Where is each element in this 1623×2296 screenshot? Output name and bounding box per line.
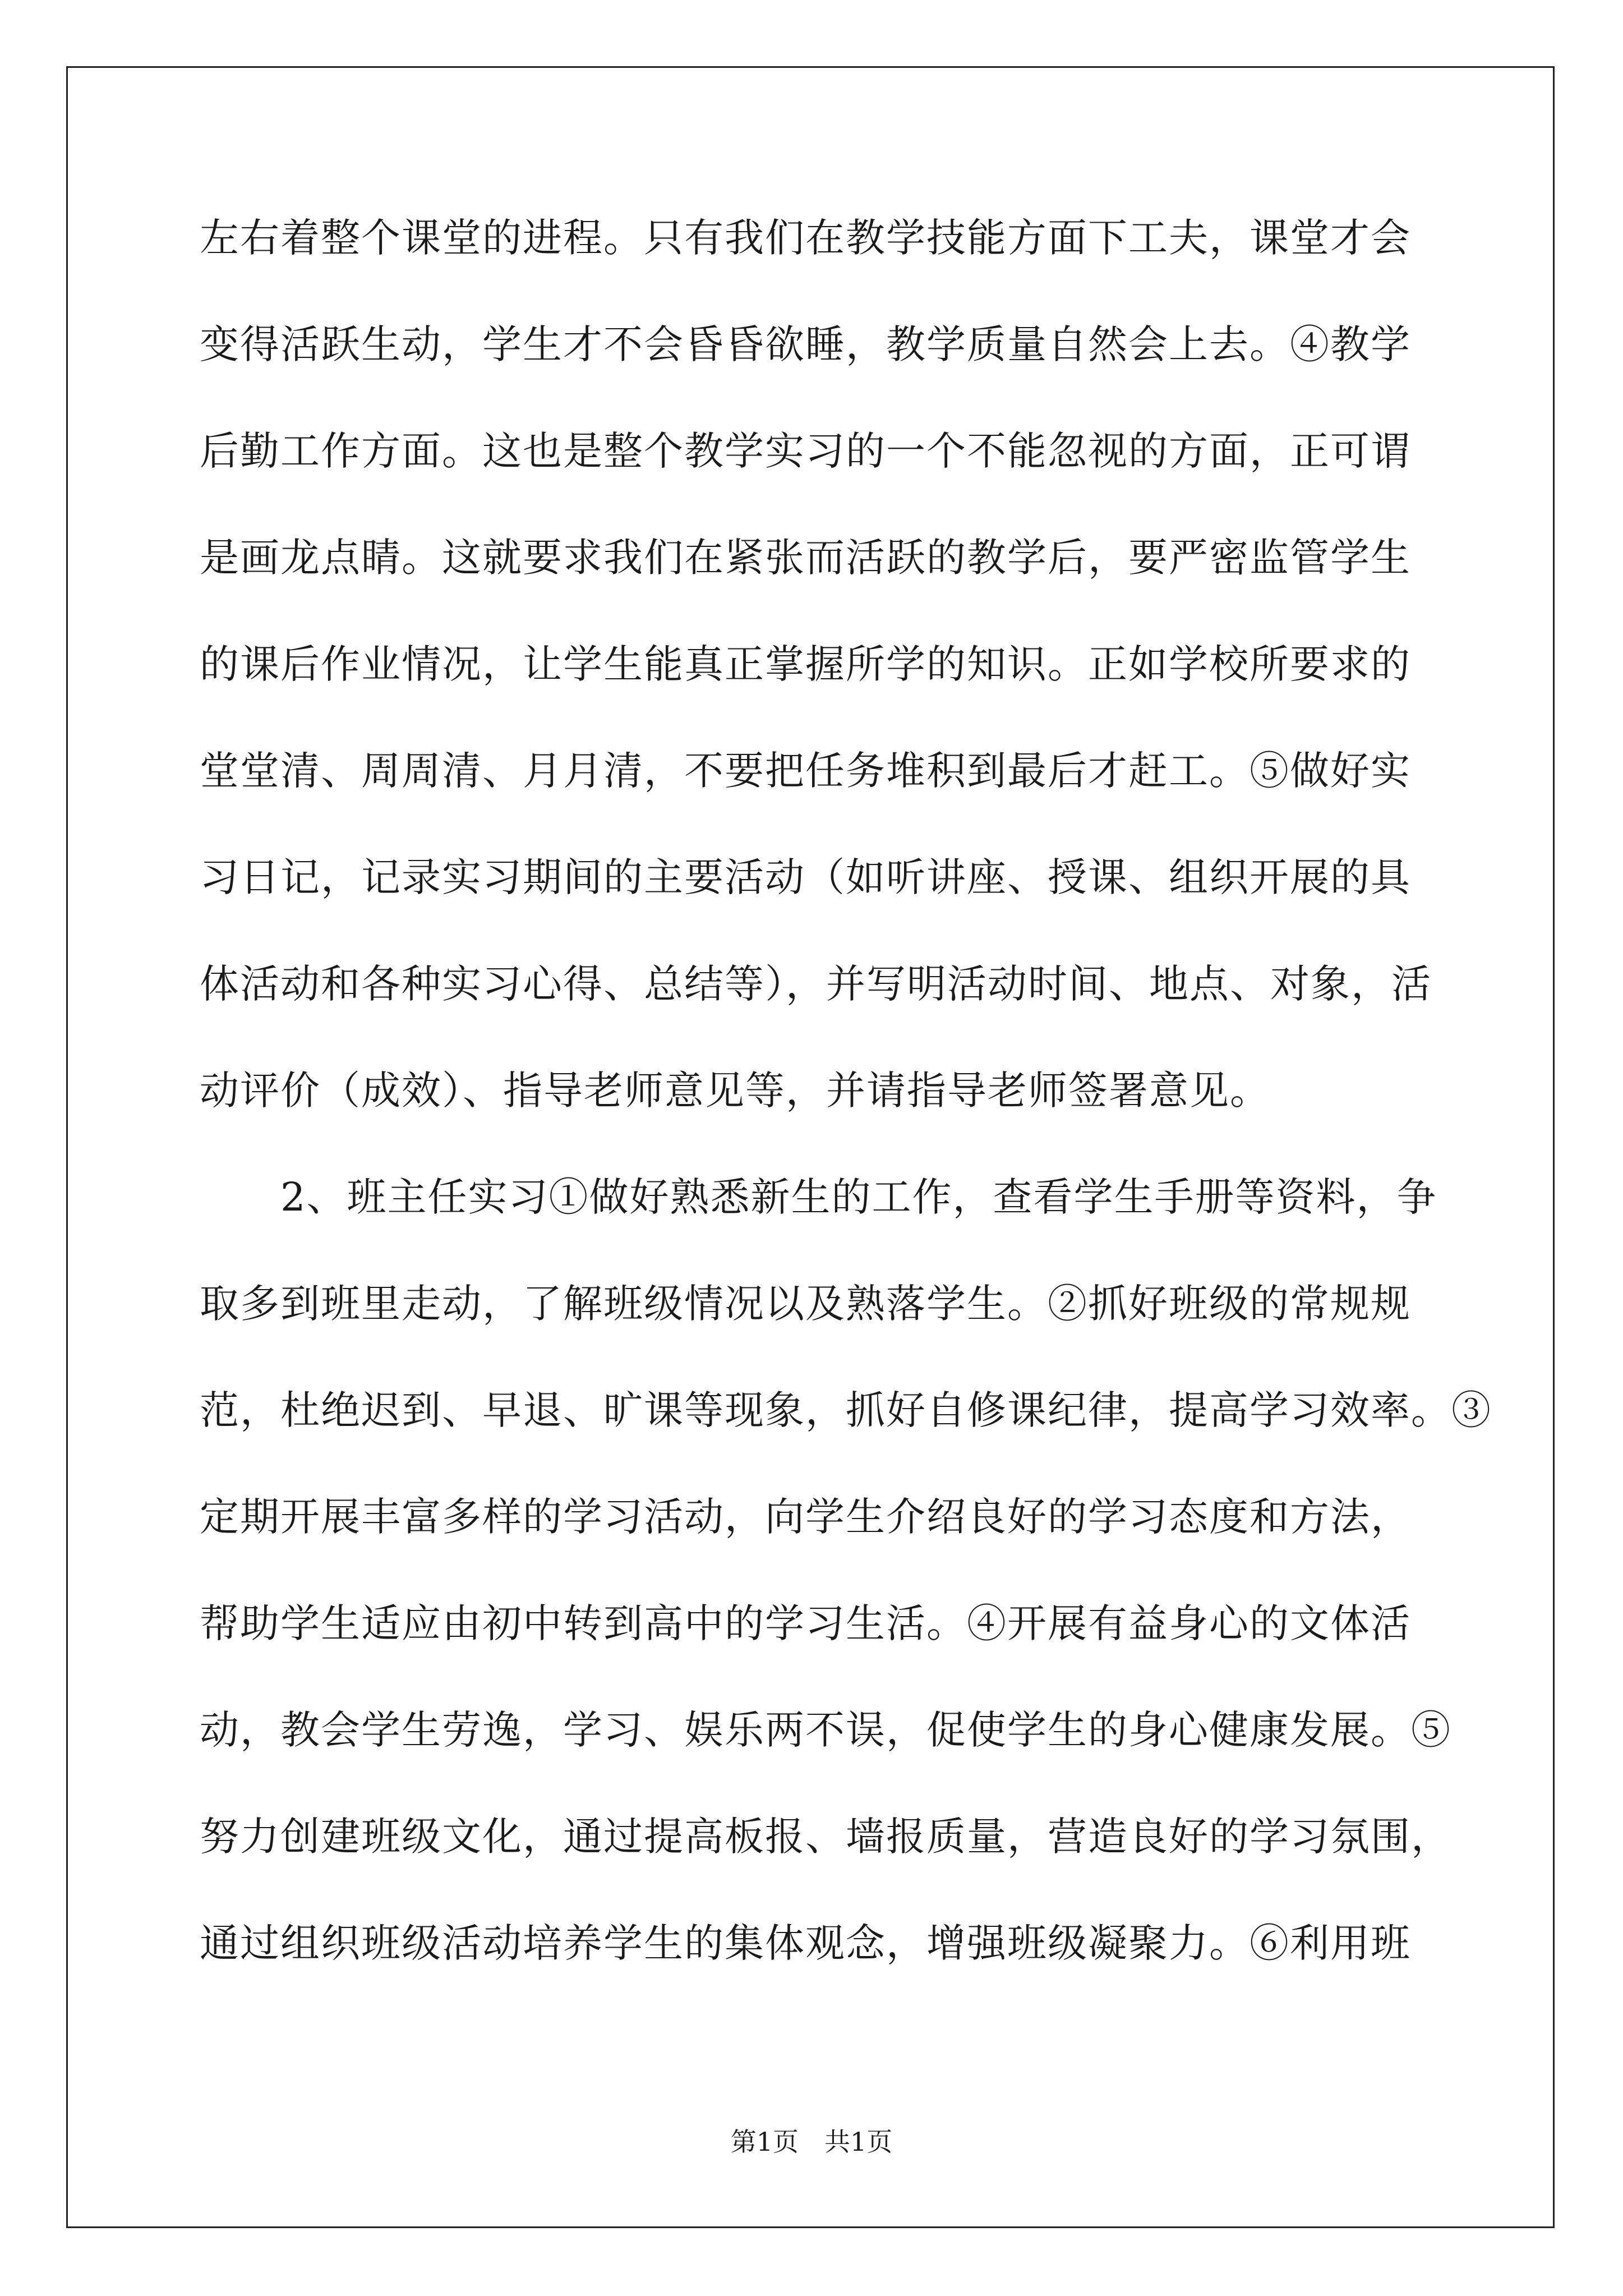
document-body [200,210,1492,2022]
text-line: 范，杜绝迟到、早退、旷课等现象，抓好自修课纪律，提高学习效率。③ [200,1387,1492,1433]
text-line: 动评价（成效）、指导老师意见等，并请指导老师签署意见。 [200,1068,1270,1114]
text-line: 左右着整个课堂的进程。只有我们在教学技能方面下工夫，课堂才会 [200,215,1411,261]
text-line: 是画龙点睛。这就要求我们在紧张而活跃的教学后，要严密监管学生 [200,535,1411,581]
text-line: 努力创建班级文化，通过提高板报、墙报质量，营造良好的学习氛围， [200,1814,1451,1860]
text-line: 堂堂清、周周清、月月清，不要把任务堆积到最后才赶工。⑤做好实 [200,748,1411,794]
text-line: 习日记，记录实习期间的主要活动（如听讲座、授课、组织开展的具 [200,854,1411,900]
text-line: 变得活跃生动，学生才不会昏昏欲睡，教学质量自然会上去。④教学 [200,321,1411,367]
text-line: 后勤工作方面。这也是整个教学实习的一个不能忽视的方面，正可谓 [200,428,1411,474]
text-line: 2、班主任实习①做好熟悉新生的工作，查看学生手册等资料，争 [200,1174,1437,1220]
text-line: 帮助学生适应由初中转到高中的学习生活。④开展有益身心的文体活 [200,1600,1411,1646]
text-line: 通过组织班级活动培养学生的集体观念，增强班级凝聚力。⑥利用班 [200,1920,1411,1966]
text-line: 动，教会学生劳逸，学习、娱乐两不误，促使学生的身心健康发展。⑤ [200,1707,1451,1753]
text-line: 定期开展丰富多样的学习活动，向学生介绍良好的学习态度和方法， [200,1494,1411,1540]
page-number: 第1页 共1页 [730,2127,893,2157]
text-line: 体活动和各种实习心得、总结等），并写明活动时间、地点、对象，活 [200,961,1432,1007]
text-line: 的课后作业情况，让学生能真正掌握所学的知识。正如学校所要求的 [200,641,1411,687]
text-line: 取多到班里走动，了解班级情况以及熟落学生。②抓好班级的常规规 [200,1281,1411,1327]
